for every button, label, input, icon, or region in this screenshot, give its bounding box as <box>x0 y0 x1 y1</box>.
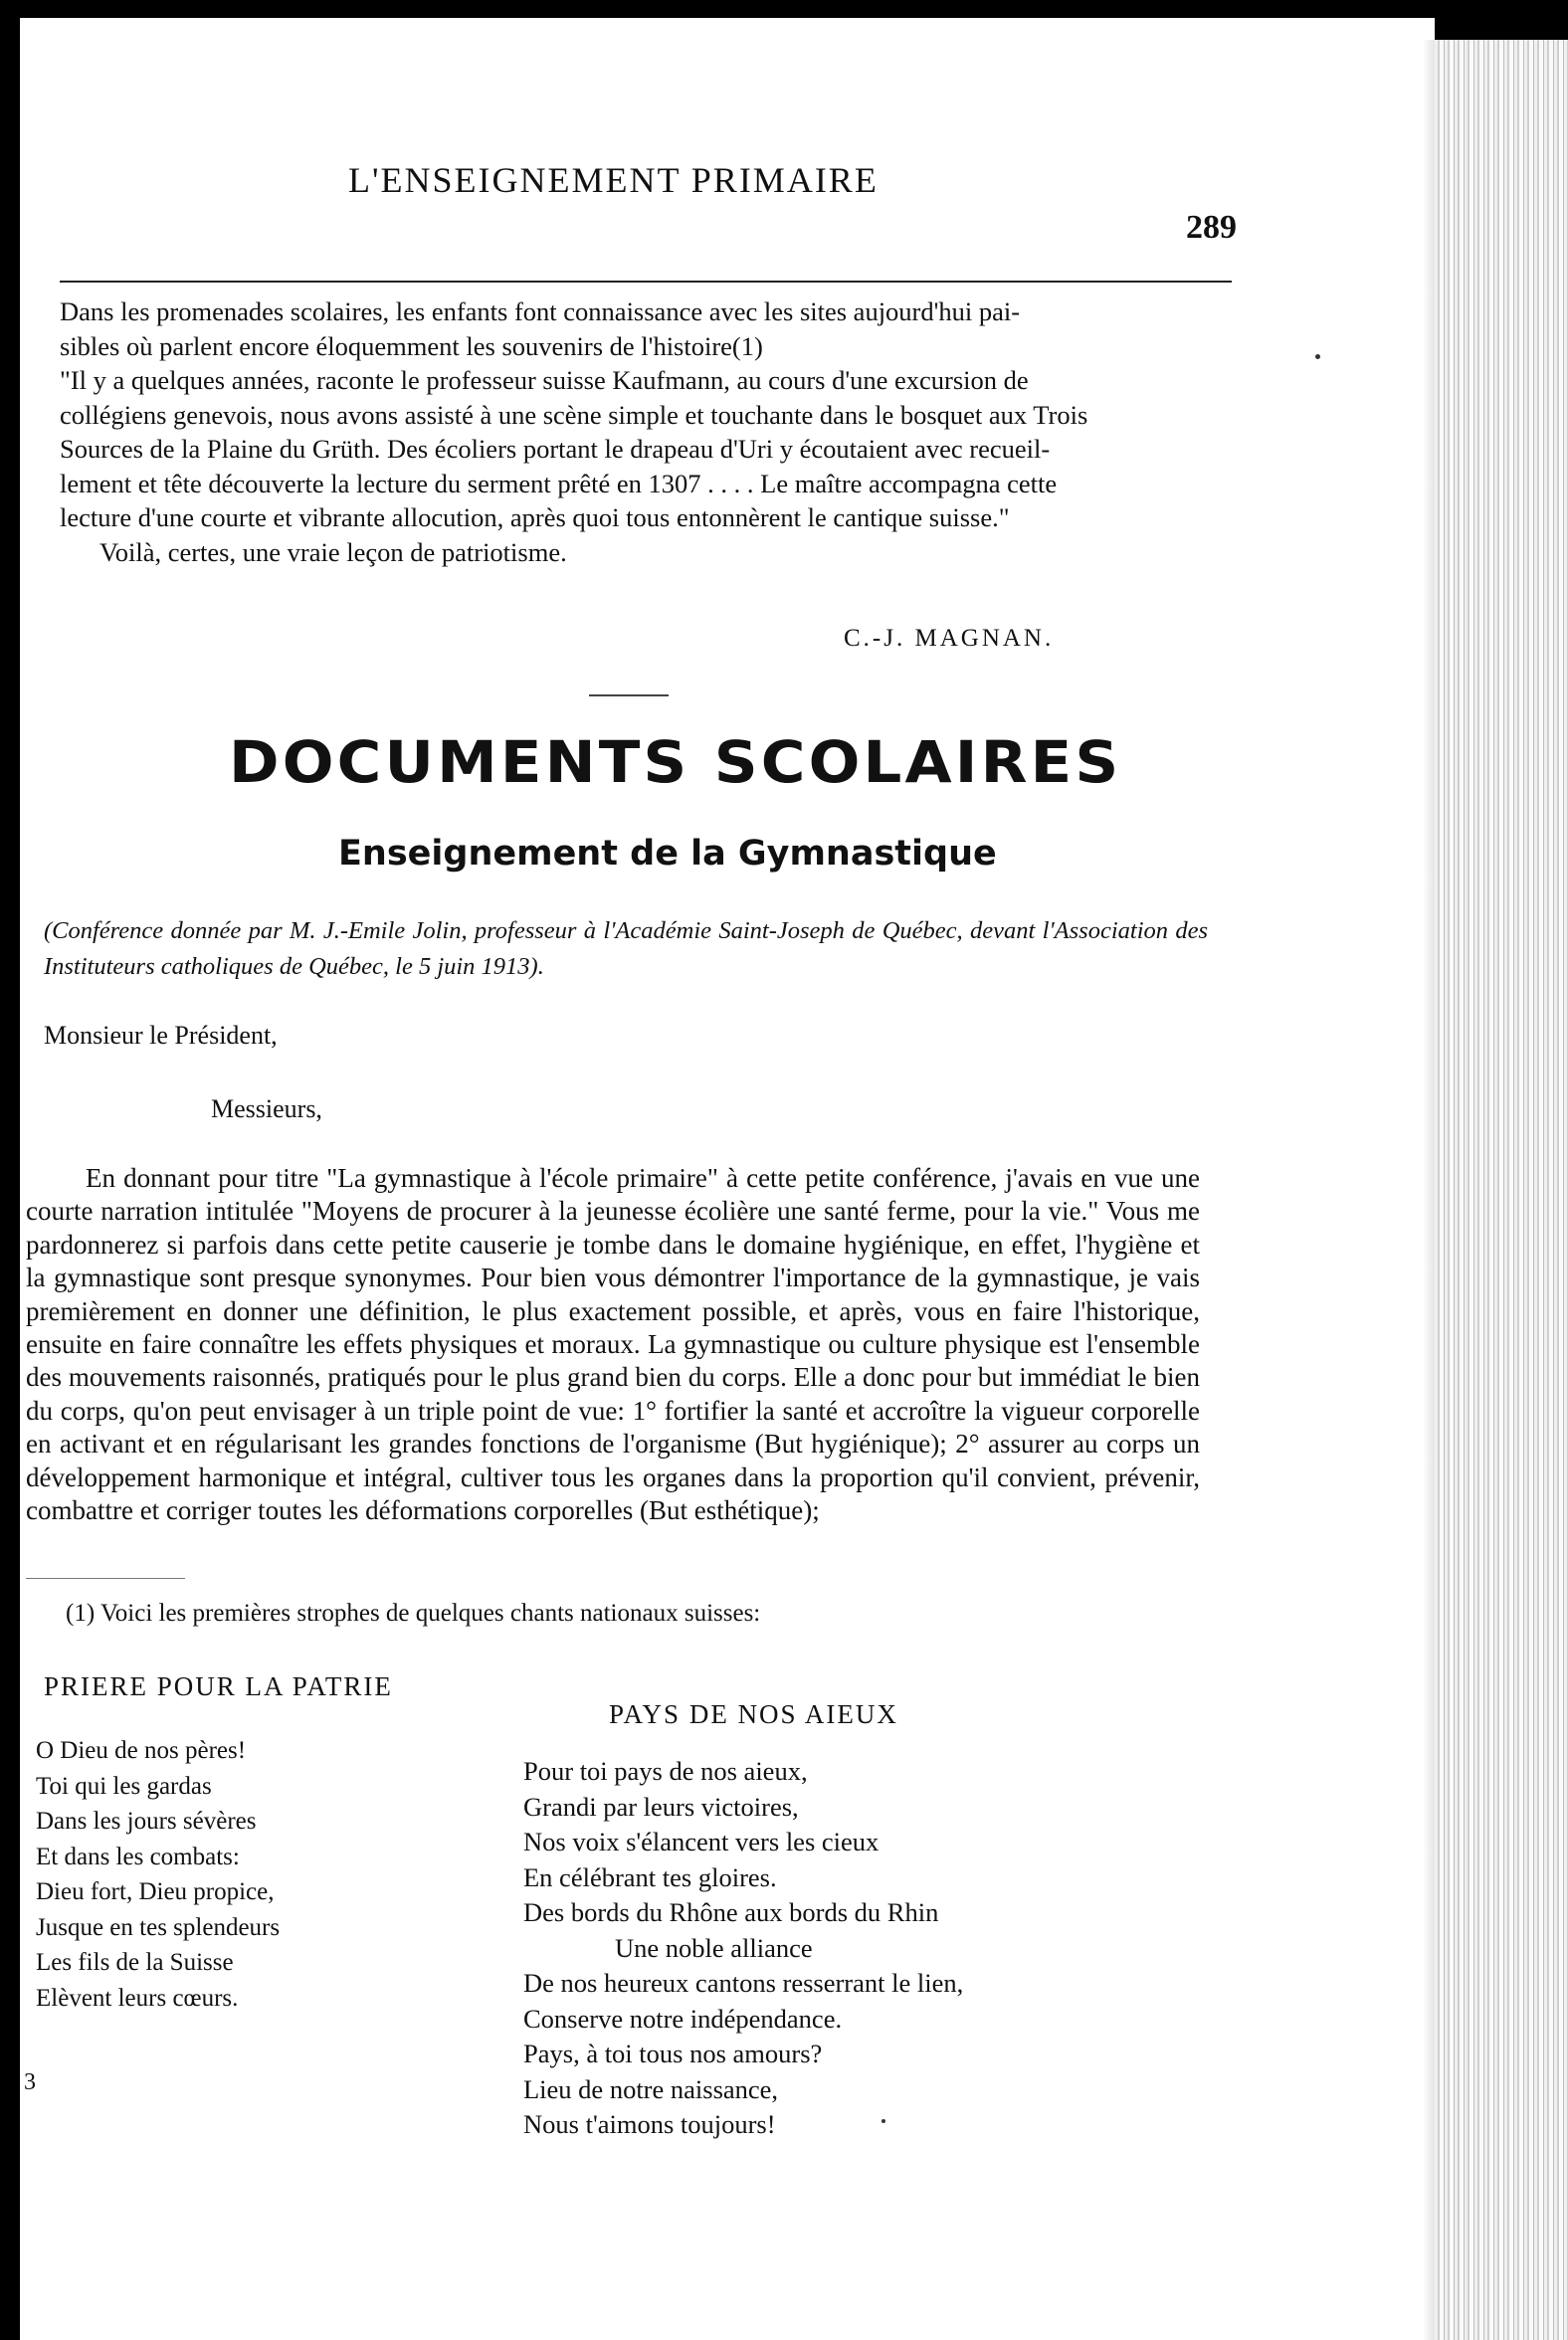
song-title-left: PRIERE POUR LA PATRIE <box>44 1671 393 1701</box>
print-speck <box>1315 354 1320 359</box>
verse-line: Nos voix s'élancent vers les cieux <box>523 1827 880 1856</box>
verse-line: En célébrant tes gloires. <box>523 1861 777 1892</box>
verse-line: De nos heureux cantons resserrant le lien, <box>523 1968 964 1998</box>
intro-line: Dans les promenades scolaires, les enfants font connaissance avec les sites aujourd'hui pai- <box>60 296 1021 326</box>
intro-line: lement et tête découverte la lecture du serment prêté en 1307 . . . . Le maître accompagna cette <box>60 468 1058 498</box>
header-rule <box>60 281 1232 283</box>
verse-line: Elèvent leurs cœurs. <box>36 1984 239 2012</box>
article-subtitle: Enseignement de la Gymnastique <box>338 834 997 874</box>
intro-line: collégiens genevois, nous avons assisté à une scène simple et touchante dans le bosquet aux Trois <box>60 399 1088 430</box>
song-verse-right <box>523 1754 963 2143</box>
verse-line: Nous t'aimons toujours! <box>523 2109 776 2139</box>
salutation-president: Monsieur le Président, <box>44 1021 278 1050</box>
author-signature: C.-J. MAGNAN. <box>844 625 1055 652</box>
salutation-messieurs: Messieurs, <box>211 1094 322 1123</box>
conference-note: (Conférence donnée par M. J.-Emile Jolin, professeur à l'Académie Saint-Joseph de Québec, devant l'Association des Instituteurs catholiques de Québec, le 5 juin 1913). <box>44 917 1208 980</box>
verse-line: Dieu fort, Dieu propice, <box>36 1878 275 1905</box>
intro-line: "Il y a quelques années, raconte le professeur suisse Kaufmann, au cours d'une excursion de <box>60 365 1029 395</box>
article-body: En donnant pour titre "La gymnastique à l'école primaire" à cette petite conférence, j'avais en vue une courte narration intitulée "Moyens de procurer à la jeunesse écolière une santé ferme, pour la vie." Vous me pardonnerez si parfois dans cette petite causerie je tombe dans le domaine hygiénique, en effet, l'hygiène et la gymnastique sont presque synonymes. Pour bien vous démontrer l'importance de la gymnastique, je vais premièrement en donner une définition, le plus exactement possible, et après, vous en faire l'historique, ensuite en faire connaître les effets physiques et moraux. La gymnastique ou culture physique est l'ensemble des mouvements raisonnés, pratiqués pour le plus grand bien du corps. Elle a donc pour but immédiat le bien du corps, qu'on peut envisager à un triple point de vue: 1° fortifier la santé et accroître la vigueur corporelle en activant et en régularisant les grandes fonctions de l'organisme (But hygiénique); 2° assurer au corps un développement harmonique et intégral, cultiver tous les organes dans la proportion qu'il convient, prévenir, combattre et corriger toutes les déformations corporelles (But esthétique); <box>26 1163 1200 1526</box>
song-verse-left <box>36 1733 280 2016</box>
verse-line: Pays, à toi tous nos amours? <box>523 2039 823 2068</box>
verse-line: Jusque en tes splendeurs <box>36 1913 281 1941</box>
verse-line: Conserve notre indépendance. <box>523 2003 843 2034</box>
verse-line: Des bords du Rhône aux bords du Rhin <box>523 1897 939 1927</box>
verse-line: Toi qui les gardas <box>36 1772 212 1800</box>
intro-line: Voilà, certes, une vraie leçon de patriotisme. <box>99 536 567 567</box>
footnote: (1) Voici les premières strophes de quelques chants nationaux suisses: <box>66 1600 761 1627</box>
intro-line: sibles où parlent encore éloquemment les souvenirs de l'histoire(1) <box>60 330 763 361</box>
intro-line: lecture d'une courte et vibrante allocution, après quoi tous entonnèrent le cantique suisse." <box>60 502 1010 532</box>
verse-line: O Dieu de nos pères! <box>36 1737 247 1764</box>
running-head: L'ENSEIGNEMENT PRIMAIRE <box>348 160 879 200</box>
verse-line: Dans les jours sévères <box>36 1808 257 1835</box>
print-speck <box>882 2119 885 2123</box>
verse-line: Les fils de la Suisse <box>36 1949 234 1976</box>
song-title-right: PAYS DE NOS AIEUX <box>609 1699 898 1729</box>
page-stack-edge <box>1435 40 1568 2340</box>
article-title: DOCUMENTS SCOLAIRES <box>229 728 1122 796</box>
page-number: 289 <box>1186 209 1237 246</box>
printer-signature-mark: 3 <box>24 2069 36 2095</box>
intro-paragraph <box>60 294 1234 569</box>
verse-line: Une noble alliance <box>615 1932 813 1963</box>
verse-line: Pour toi pays de nos aieux, <box>523 1756 808 1786</box>
footnote-rule <box>26 1578 185 1579</box>
verse-line: Lieu de notre naissance, <box>523 2073 779 2104</box>
intro-line: Sources de la Plaine du Grüth. Des écoliers portant le drapeau d'Uri y écoutaient avec recueil- <box>60 434 1051 464</box>
section-divider <box>589 694 669 696</box>
verse-line: Grandi par leurs victoires, <box>523 1791 799 1822</box>
verse-line: Et dans les combats: <box>36 1843 240 1870</box>
